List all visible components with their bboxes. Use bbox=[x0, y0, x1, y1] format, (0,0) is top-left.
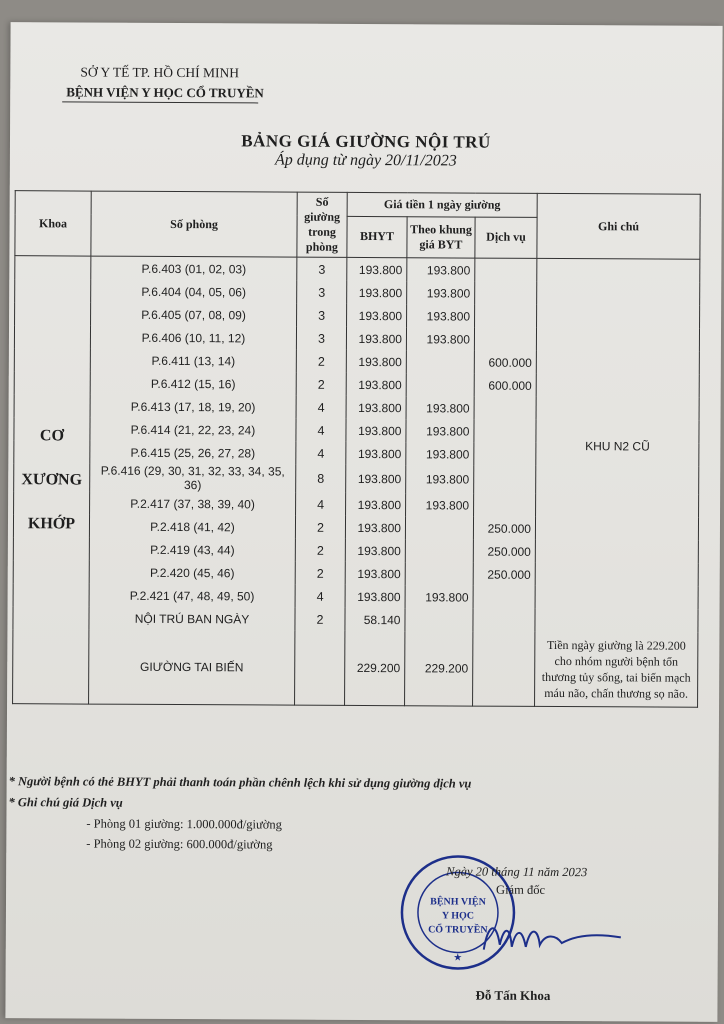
beds-cell: 2 bbox=[295, 516, 345, 539]
room-cell: P.6.416 (29, 30, 31, 32, 33, 34, 35, 36) bbox=[90, 464, 296, 493]
service-price-cell: 600.000 bbox=[474, 374, 536, 397]
bhyt-price-cell: 193.800 bbox=[346, 442, 406, 465]
org-underline bbox=[62, 101, 258, 103]
service-price-cell: 250.000 bbox=[473, 540, 535, 563]
signature-date: Ngày 20 tháng 11 năm 2023 bbox=[446, 864, 588, 880]
byt-price-cell: 229.200 bbox=[405, 631, 473, 706]
room-cell: P.6.413 (17, 18, 19, 20) bbox=[90, 395, 296, 419]
room-cell: P.2.421 (47, 48, 49, 50) bbox=[89, 584, 295, 608]
byt-price-cell: 193.800 bbox=[406, 327, 474, 350]
byt-price-cell: 193.800 bbox=[405, 585, 473, 608]
beds-cell: 8 bbox=[296, 465, 346, 493]
beds-cell: 3 bbox=[296, 327, 346, 350]
signer-name: Đỗ Tấn Khoa bbox=[475, 987, 551, 1003]
service-price-cell: 600.000 bbox=[474, 351, 536, 374]
byt-price-cell: 193.800 bbox=[406, 465, 474, 493]
bhyt-price-cell: 58.140 bbox=[345, 608, 405, 631]
beds-cell: 4 bbox=[296, 442, 346, 465]
header-note: Ghi chú bbox=[537, 193, 700, 259]
service-price-cell: 250.000 bbox=[473, 563, 535, 586]
room-cell: P.6.414 (21, 22, 23, 24) bbox=[90, 418, 296, 442]
seal-star: ★ bbox=[453, 952, 463, 964]
byt-price-cell bbox=[406, 350, 474, 373]
byt-price-cell: 193.800 bbox=[407, 258, 475, 282]
seal-line-1: BỆNH VIỆN bbox=[430, 896, 486, 908]
bhyt-price-cell: 193.800 bbox=[346, 465, 406, 493]
bhyt-price-cell: 193.800 bbox=[347, 257, 407, 281]
service-price-cell bbox=[473, 609, 535, 632]
beds-cell: 3 bbox=[297, 281, 347, 304]
service-price-cell bbox=[475, 282, 537, 305]
signature-role: Giám đốc bbox=[496, 882, 546, 897]
byt-price-cell bbox=[405, 539, 473, 562]
header-price-group: Giá tiền 1 ngày giường bbox=[347, 192, 537, 217]
room-cell: P.6.403 (01, 02, 03) bbox=[91, 256, 297, 281]
org-line-1: SỞ Y TẾ TP. HỒ CHÍ MINH bbox=[80, 64, 240, 81]
service-price-cell bbox=[475, 305, 537, 328]
khoa-line: CƠ bbox=[39, 426, 64, 444]
bhyt-price-cell: 193.800 bbox=[346, 327, 406, 350]
khoa-line: KHỚP bbox=[27, 514, 76, 532]
header-khoa: Khoa bbox=[15, 191, 91, 256]
byt-price-cell: 193.800 bbox=[407, 281, 475, 304]
room-cell: P.6.415 (25, 26, 27, 28) bbox=[90, 441, 296, 465]
service-price-cell bbox=[473, 586, 535, 609]
byt-price-cell bbox=[405, 562, 473, 585]
bed-price-table bbox=[12, 190, 701, 708]
room-cell: P.2.417 (37, 38, 39, 40) bbox=[90, 492, 296, 516]
org-line-2: BỆNH VIỆN Y HỌC CỔ TRUYỀN bbox=[66, 84, 264, 101]
byt-price-cell: 193.800 bbox=[407, 304, 475, 327]
bhyt-price-cell: 193.800 bbox=[346, 350, 406, 373]
bhyt-price-cell: 193.800 bbox=[346, 396, 406, 419]
beds-cell: 4 bbox=[296, 396, 346, 419]
document-page bbox=[5, 22, 722, 1022]
room-cell: P.6.404 (04, 05, 06) bbox=[91, 280, 297, 304]
footnote-service-title: * Ghi chú giá Dịch vụ bbox=[8, 795, 123, 810]
room-cell: P.2.420 (45, 46) bbox=[89, 561, 295, 585]
khoa-line: XƯƠNG bbox=[21, 470, 83, 489]
khoa-cell bbox=[13, 256, 91, 704]
header-bhyt: BHYT bbox=[347, 216, 407, 258]
bhyt-price-cell: 193.800 bbox=[346, 419, 406, 442]
byt-price-cell bbox=[405, 608, 473, 631]
bhyt-price-cell: 193.800 bbox=[346, 493, 406, 516]
beds-cell: 2 bbox=[295, 539, 345, 562]
beds-cell: 4 bbox=[296, 493, 346, 516]
room-cell: GIƯỜNG TAI BIẾN bbox=[89, 630, 295, 706]
beds-cell: 2 bbox=[295, 562, 345, 585]
table-row bbox=[15, 256, 700, 283]
header-room: Số phòng bbox=[91, 191, 297, 257]
room-cell: P.6.411 (13, 14) bbox=[90, 349, 296, 373]
footnote-room-1: - Phòng 01 giường: 1.000.000đ/giường bbox=[86, 816, 282, 832]
bhyt-price-cell: 193.800 bbox=[345, 516, 405, 539]
beds-cell: 3 bbox=[297, 304, 347, 327]
bhyt-price-cell: 193.800 bbox=[346, 373, 406, 396]
beds-cell: 2 bbox=[296, 373, 346, 396]
room-cell: P.2.419 (43, 44) bbox=[89, 538, 295, 562]
room-cell: NỘI TRÚ BAN NGÀY bbox=[89, 607, 295, 631]
service-price-cell bbox=[474, 443, 536, 466]
header-beds: Số giường trong phòng bbox=[297, 192, 347, 257]
beds-cell: 2 bbox=[296, 350, 346, 373]
byt-price-cell bbox=[405, 516, 473, 539]
note-cell-stroke: Tiền ngày giường là 229.200 cho nhóm người bệnh tổn thương tủy sống, tai biến mạch máu não, chấn thương sọ não. bbox=[535, 632, 698, 707]
room-cell: P.6.405 (07, 08, 09) bbox=[91, 303, 297, 327]
beds-cell: 3 bbox=[297, 257, 347, 281]
byt-price-cell bbox=[406, 373, 474, 396]
byt-price-cell: 193.800 bbox=[406, 419, 474, 442]
beds-cell: 2 bbox=[295, 608, 345, 631]
bhyt-price-cell: 193.800 bbox=[345, 562, 405, 585]
header-theo-khung: Theo khung giá BYT bbox=[407, 216, 475, 258]
service-price-cell bbox=[475, 258, 537, 282]
footnote-bhyt: * Người bệnh có thẻ BHYT phải thanh toán phần chênh lệch khi sử dụng giường dịch vụ bbox=[8, 774, 472, 791]
service-price-cell bbox=[474, 466, 536, 494]
header-dich-vu: Dịch vụ bbox=[475, 217, 537, 259]
room-cell: P.6.412 (15, 16) bbox=[90, 372, 296, 396]
document-title: BẢNG GIÁ GIƯỜNG NỘI TRÚ bbox=[241, 131, 491, 152]
note-cell: KHU N2 CŨ bbox=[535, 258, 700, 632]
beds-cell: 4 bbox=[295, 585, 345, 608]
beds-cell bbox=[295, 631, 345, 706]
seal-line-2: Y HỌC bbox=[441, 910, 475, 922]
room-cell: P.2.418 (41, 42) bbox=[89, 515, 295, 539]
bhyt-price-cell: 193.800 bbox=[345, 539, 405, 562]
footnote-room-2: - Phòng 02 giường: 600.000đ/giường bbox=[86, 836, 273, 852]
bhyt-price-cell: 193.800 bbox=[347, 281, 407, 304]
table-row bbox=[13, 629, 698, 707]
service-price-cell bbox=[474, 420, 536, 443]
handwritten-signature bbox=[476, 905, 626, 966]
seal-line-3: CỔ TRUYỀN bbox=[428, 924, 488, 936]
room-cell: P.6.406 (10, 11, 12) bbox=[90, 326, 296, 350]
bhyt-price-cell: 193.800 bbox=[345, 585, 405, 608]
beds-cell: 4 bbox=[296, 419, 346, 442]
service-price-cell bbox=[474, 328, 536, 351]
byt-price-cell: 193.800 bbox=[406, 442, 474, 465]
service-price-cell bbox=[474, 397, 536, 420]
service-price-cell bbox=[473, 632, 535, 707]
byt-price-cell: 193.800 bbox=[406, 493, 474, 516]
service-price-cell bbox=[474, 494, 536, 517]
bhyt-price-cell: 193.800 bbox=[347, 304, 407, 327]
document-subtitle: Áp dụng từ ngày 20/11/2023 bbox=[274, 151, 457, 170]
service-price-cell: 250.000 bbox=[473, 517, 535, 540]
bhyt-price-cell: 229.200 bbox=[345, 631, 405, 706]
byt-price-cell: 193.800 bbox=[406, 396, 474, 419]
